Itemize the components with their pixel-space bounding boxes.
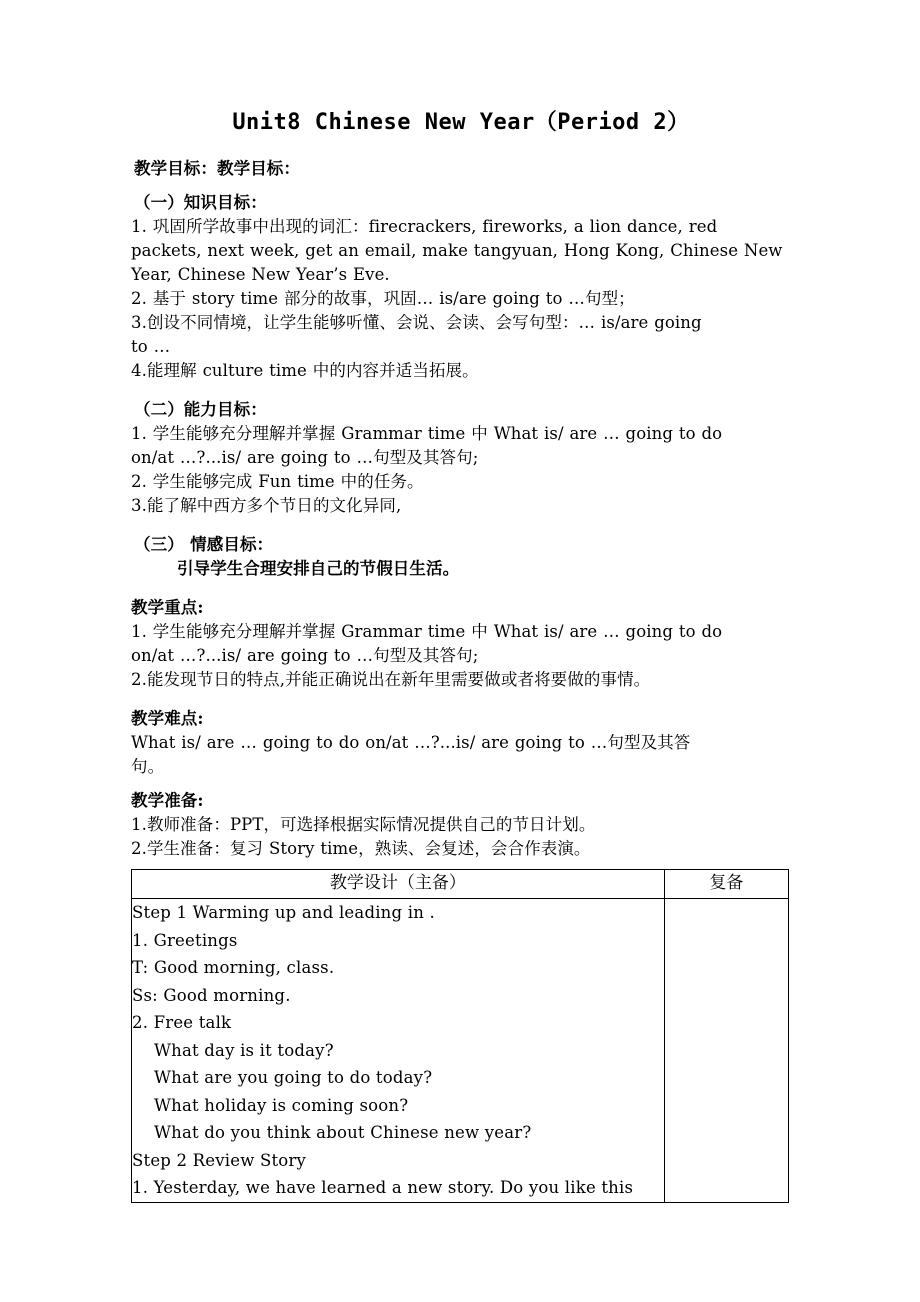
page-title: Unit8 Chinese New Year（Period 2） bbox=[232, 110, 690, 135]
knowledge-line: 4.能理解 culture time 中的内容并适当拓展。 bbox=[131, 361, 479, 380]
ability-line: 2. 学生能够完成 Fun time 中的任务。 bbox=[131, 472, 424, 491]
spacer bbox=[131, 518, 791, 533]
lesson-step-line: Ss: Good morning. bbox=[132, 985, 291, 1005]
revision-notes-cell[interactable] bbox=[664, 899, 788, 1203]
key-points-line: on/at …?...is/ are going to …句型及其答句; bbox=[131, 646, 479, 665]
knowledge-line: 1. 巩固所学故事中出现的词汇：firecrackers, fireworks, a lion dance, red bbox=[131, 217, 718, 236]
document-body bbox=[131, 108, 791, 861]
preparation-line: 1.教师准备：PPT，可选择根据实际情况提供自己的节日计划。 bbox=[131, 815, 596, 834]
ability-objectives-heading: （二）能力目标： bbox=[134, 400, 267, 419]
lesson-step-line: What day is it today? bbox=[154, 1040, 334, 1060]
lesson-step-line: Step 2 Review Story bbox=[132, 1150, 307, 1170]
lesson-step-line: 2. Free talk bbox=[132, 1013, 232, 1032]
key-points-line: 1. 学生能够充分理解并掌握 Grammar time 中 What is/ are … going to do bbox=[131, 622, 723, 641]
knowledge-line: 2. 基于 story time 部分的故事，巩固… is/are going to …句型； bbox=[131, 289, 635, 308]
lesson-step-line: What holiday is coming soon? bbox=[154, 1095, 409, 1115]
spacer bbox=[131, 383, 791, 398]
lesson-step-line: 1. Greetings bbox=[132, 930, 238, 950]
lesson-steps-cell bbox=[132, 899, 665, 1203]
preparation-line: 2.学生准备：复习 Story time，熟读、会复述，会合作表演。 bbox=[131, 839, 591, 858]
key-points-heading: 教学重点: bbox=[131, 598, 204, 617]
ability-line: on/at …?...is/ are going to …句型及其答句; bbox=[131, 448, 479, 467]
knowledge-line: 3.创设不同情境，让学生能够听懂、会说、会读、会写句型：… is/are going bbox=[131, 313, 702, 332]
difficulties-heading: 教学难点: bbox=[131, 709, 204, 728]
emotion-objectives-heading: （三） 情感目标： bbox=[134, 535, 274, 554]
knowledge-objectives-heading: （一）知识目标： bbox=[134, 193, 267, 212]
spacer bbox=[131, 581, 791, 596]
lesson-step-line: 1. Yesterday, we have learned a new story. Do you like this bbox=[132, 1178, 634, 1197]
table-header-row bbox=[132, 870, 789, 899]
knowledge-line: packets, next week, get an email, make tangyuan, Hong Kong, Chinese New bbox=[131, 241, 783, 260]
key-points-line: 2.能发现节日的特点,并能正确说出在新年里需要做或者将要做的事情。 bbox=[131, 670, 651, 689]
ability-line: 3.能了解中西方多个节日的文化异同, bbox=[131, 496, 402, 515]
spacer bbox=[131, 181, 791, 191]
difficulties-line: 句。 bbox=[131, 757, 165, 776]
lesson-step-line: What are you going to do today? bbox=[154, 1068, 433, 1087]
ability-line: 1. 学生能够充分理解并掌握 Grammar time 中 What is/ are … going to do bbox=[131, 424, 723, 443]
emotion-line: 引导学生合理安排自己的节假日生活。 bbox=[177, 559, 460, 578]
spacer bbox=[131, 692, 791, 707]
spacer bbox=[131, 779, 791, 789]
lesson-step-line: T: Good morning, class. bbox=[132, 958, 335, 977]
spacer bbox=[131, 138, 791, 157]
table-header-main: 教学设计（主备） bbox=[132, 870, 665, 899]
lesson-step-line: Step 1 Warming up and leading in . bbox=[132, 903, 435, 922]
table-row bbox=[132, 899, 789, 1203]
preparation-heading: 教学准备: bbox=[131, 791, 204, 810]
difficulties-line: What is/ are … going to do on/at …?...is/ are going to …句型及其答 bbox=[131, 733, 691, 752]
objectives-heading: 教学目标：教学目标： bbox=[134, 159, 300, 178]
knowledge-line: Year, Chinese New Year’s Eve. bbox=[131, 265, 390, 284]
lesson-step-line: What do you think about Chinese new year? bbox=[154, 1123, 532, 1142]
table-header-side: 复备 bbox=[664, 870, 788, 899]
knowledge-line: to … bbox=[131, 337, 171, 356]
lesson-plan-table bbox=[131, 869, 789, 1203]
